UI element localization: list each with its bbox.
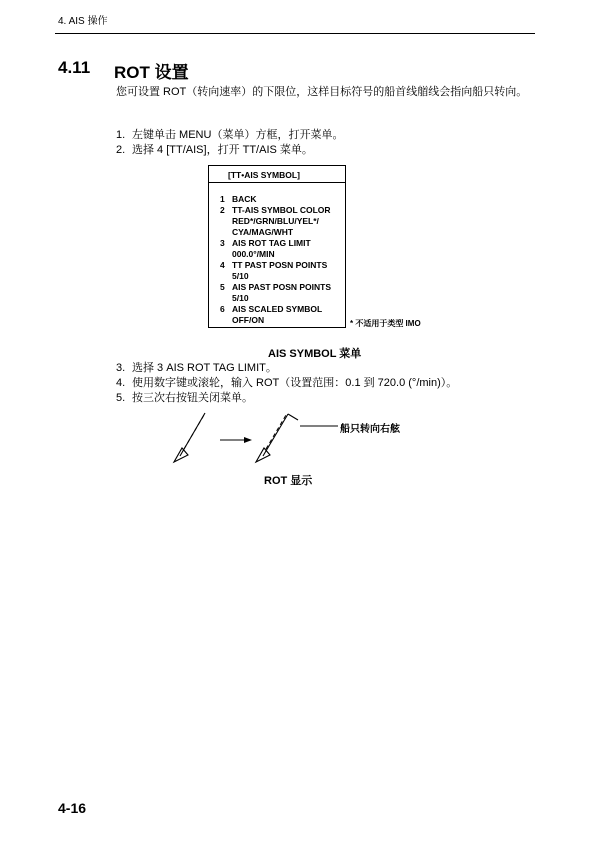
menu-item-label: AIS SCALED SYMBOL [232,304,323,314]
menu-footnote: * 不适用于类型 IMO [350,319,421,328]
target-symbol-turning-icon [256,414,298,462]
figure-caption: ROT 显示 [264,475,313,487]
menu-item-label: AIS PAST POSN POINTS [232,282,332,292]
target-symbol-straight-icon [174,413,205,462]
menu-title: [TT•AIS SYMBOL] [228,170,300,180]
menu-item-value: OFF/ON [232,315,265,325]
step-number: 5. [116,392,126,404]
rot-display-figure [160,405,340,470]
step-3 [116,361,277,376]
step-2 [116,143,313,158]
step-number: 1. [116,129,126,141]
step-text: 选择 4 [TT/AIS]，打开 TT/AIS 菜单。 [132,144,313,156]
step-number: 4. [116,377,126,389]
menu-item-number: 1 [220,194,225,204]
menu-item-value: 5/10 [232,271,249,281]
menu-item-number: 6 [220,304,225,314]
menu-item-number: 5 [220,282,225,292]
figure-label: 船只转向右舷 [340,424,400,435]
menu-item-options: CYA/MAG/WHT [232,227,294,237]
step-4 [116,376,457,391]
step-text: 左键单击 MENU（菜单）方框，打开菜单。 [132,129,344,141]
menu-item-value: 000.0°/MIN [232,249,275,259]
step-text: 按三次右按钮关闭菜单。 [132,392,253,404]
menu-title-divider [208,182,346,183]
menu-item-label: TT PAST POSN POINTS [232,260,328,270]
page-header: 4. AIS 操作 [58,16,108,27]
transition-arrow-icon [220,437,252,443]
step-number: 3. [116,362,126,374]
menu-item-value: 5/10 [232,293,249,303]
step-text: 选择 3 AIS ROT TAG LIMIT。 [132,362,277,374]
menu-item-number: 2 [220,205,225,215]
section-number: 4.11 [58,58,91,77]
step-1 [116,128,343,143]
menu-item-number: 3 [220,238,225,248]
step-number: 2. [116,144,126,156]
page-number: 4-16 [58,800,87,816]
menu-item-number: 4 [220,260,225,270]
menu-item-options: RED*/GRN/BLU/YEL*/ [232,216,319,226]
intro-paragraph: 您可设置 ROT（转向速率）的下限位，这样目标符号的船首线艏线会指向船只转向。 [116,86,528,98]
section-title: ROT 设置 [114,63,189,82]
step-5 [116,391,253,406]
menu-item-label: AIS ROT TAG LIMIT [232,238,311,248]
step-text: 使用数字键或滚轮，输入 ROT（设置范围：0.1 到 720.0 (°/min)）。 [132,377,458,389]
header-rule [55,33,535,34]
menu-caption: AIS SYMBOL 菜单 [268,348,362,360]
menu-item-label: BACK [232,194,257,204]
menu-item-label: TT-AIS SYMBOL COLOR [232,205,331,215]
